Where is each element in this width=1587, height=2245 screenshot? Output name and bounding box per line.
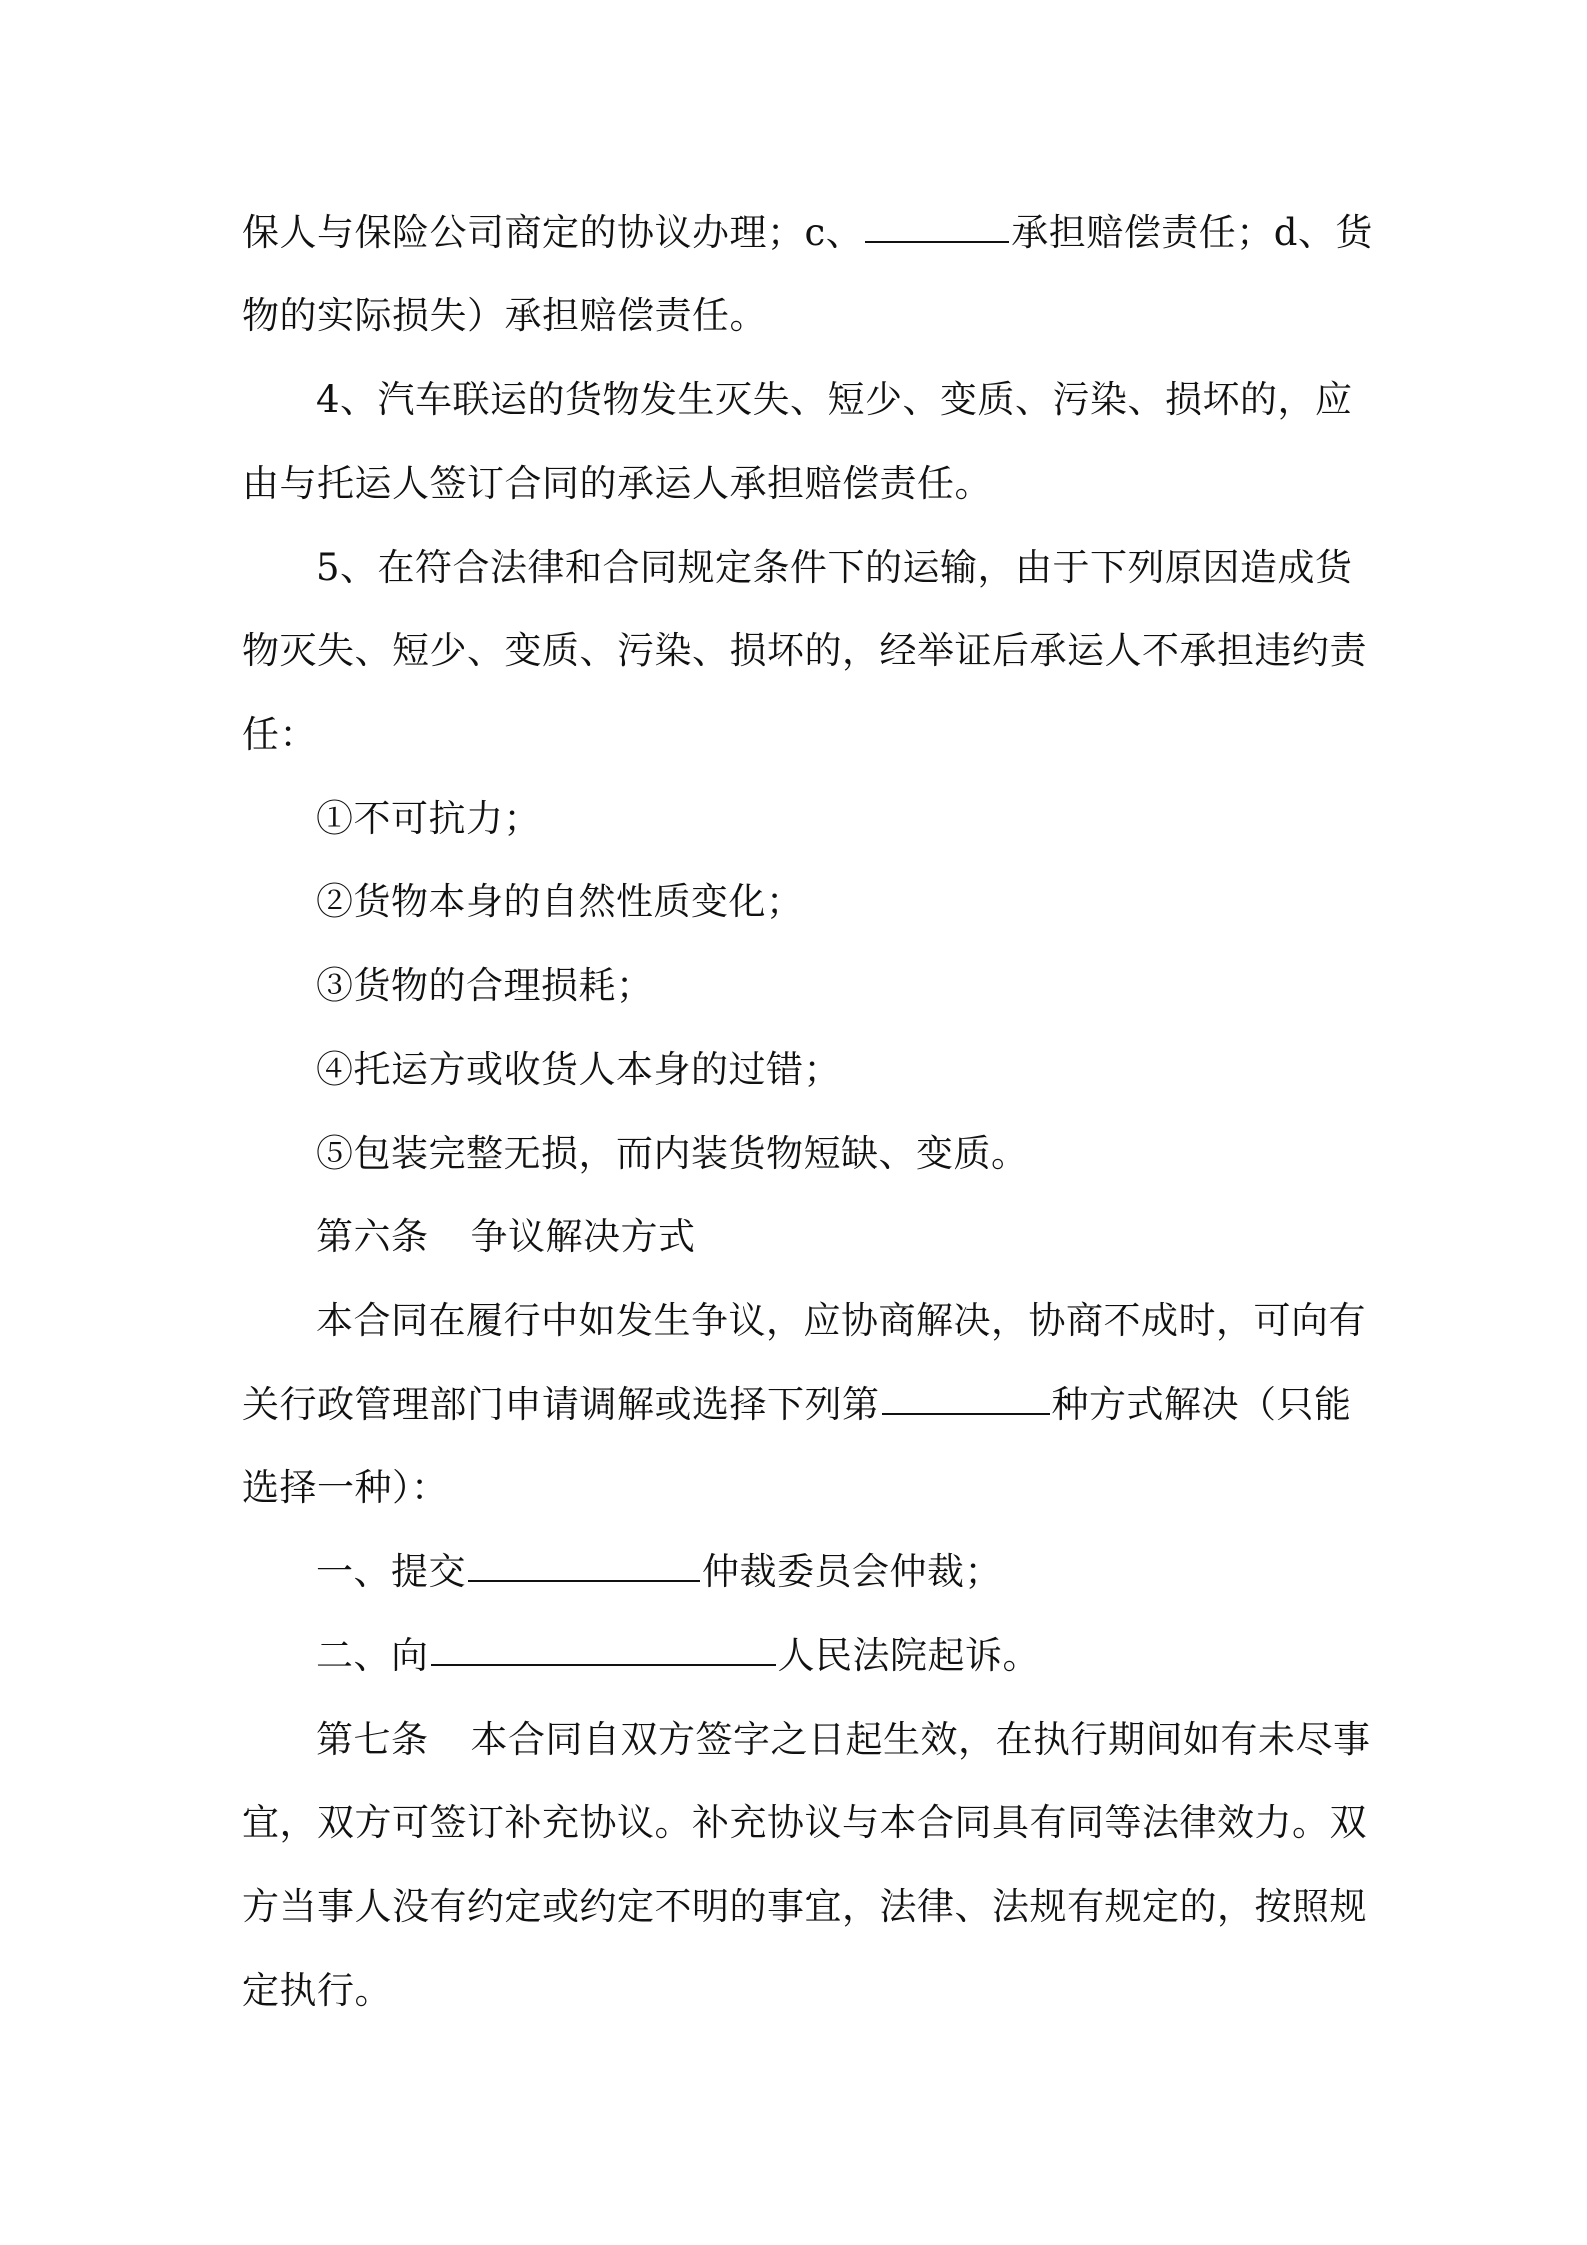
text-segment: 保人与保险公司商定的协议办理；c、: [242, 211, 864, 254]
text-line: 方当事人没有约定或约定不明的事宜，法律、法规有规定的，按照规: [242, 1885, 1367, 1928]
text-line: 物灭失、短少、变质、污染、损坏的，经举证后承运人不承担违约责: [242, 629, 1367, 672]
text-segment: 承担赔偿责任；d、货: [1011, 211, 1373, 254]
list-item: ③货物的合理损耗；: [316, 964, 654, 1007]
text-segment: 种方式解决（只能: [1051, 1383, 1352, 1426]
text-line: 选择一种）：: [242, 1466, 449, 1509]
list-item: ⑤包装完整无损，而内装货物短缺、变质。: [316, 1132, 1029, 1175]
fill-in-blank: [865, 203, 1009, 243]
text-segment: 二、向: [316, 1634, 429, 1677]
text-segment: 人民法院起诉。: [777, 1634, 1040, 1677]
text-line: 5、在符合法律和合同规定条件下的运输，由于下列原因造成货: [316, 546, 1353, 589]
text-segment: 仲裁委员会仲裁；: [702, 1550, 1002, 1593]
text-line: 由与托运人签订合同的承运人承担赔偿责任。: [242, 462, 992, 505]
text-segment: 一、提交: [316, 1550, 466, 1593]
article-number: 第六条: [316, 1215, 429, 1258]
fill-in-blank: [882, 1375, 1050, 1415]
list-item: [316, 1626, 1357, 1686]
text-line: 宜，双方可签订补充协议。补充协议与本合同具有同等法律效力。双: [242, 1801, 1367, 1844]
article-heading: [316, 1710, 1371, 1770]
article-title: 争议解决方式: [470, 1215, 696, 1258]
text-line: 本合同在履行中如发生争议，应协商解决，协商不成时，可向有: [316, 1299, 1366, 1342]
list-item: ①不可抗力；: [316, 797, 541, 840]
list-item: ②货物本身的自然性质变化；: [316, 880, 804, 923]
text-line: 定执行。: [242, 1969, 392, 2012]
text-line: [242, 203, 1373, 263]
list-item: ④托运方或收货人本身的过错；: [316, 1048, 841, 1091]
article-heading: [316, 1207, 1357, 1267]
text-line: 物的实际损失）承担赔偿责任。: [242, 294, 767, 337]
text-segment: 本合同自双方签字之日起生效，在执行期间如有未尽事: [470, 1718, 1371, 1761]
fill-in-blank: [468, 1542, 700, 1582]
text-segment: 关行政管理部门申请调解或选择下列第: [242, 1383, 880, 1426]
article-number: 第七条: [316, 1718, 429, 1761]
text-line: [242, 1375, 1357, 1435]
list-item: [316, 1542, 1357, 1602]
fill-in-blank: [431, 1626, 776, 1666]
text-line: 任：: [242, 713, 317, 756]
text-line: 4、汽车联运的货物发生灭失、短少、变质、污染、损坏的，应: [316, 378, 1353, 421]
